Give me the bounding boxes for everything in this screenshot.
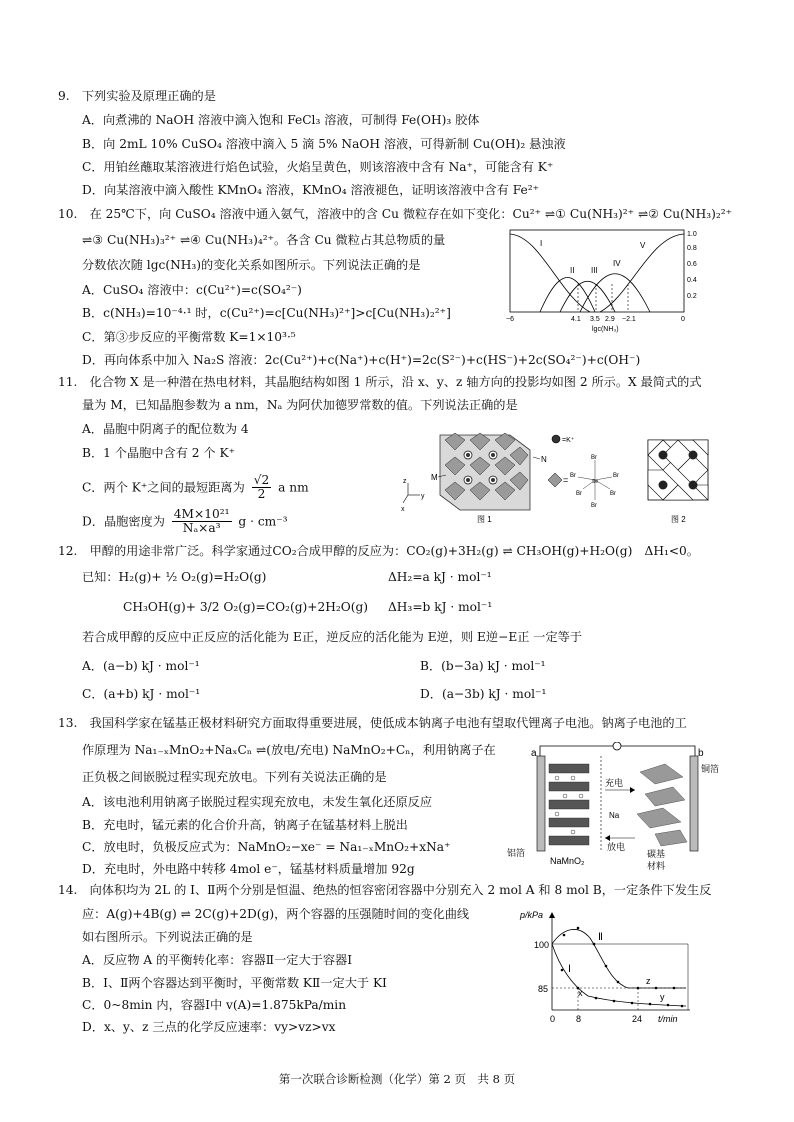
q12-option-a: A．(a−b) kJ · mol⁻¹ bbox=[82, 659, 200, 673]
axis-z-label: z bbox=[403, 478, 407, 485]
q14-stem-line1: 14. 向体积均为 2L 的 Ⅰ、Ⅱ两个分别是恒温、绝热的恒容密闭容器中分别充入 2 mol A 和 8 mol B，一定条件下发生反 bbox=[58, 883, 712, 897]
electrode-a-label: a bbox=[531, 748, 537, 759]
mno2-layers bbox=[549, 764, 589, 845]
label-iii: III bbox=[591, 266, 598, 275]
q13-option-b: B．充电时，锰元素的化合价升高，钠离子在锰基材料上脱出 bbox=[82, 818, 408, 832]
x-axis bbox=[403, 495, 408, 503]
discharge-label: 放电 bbox=[607, 842, 626, 852]
br-label: Br bbox=[570, 473, 576, 479]
q13-stem-line1: 13. 我国科学家在锰基正极材料研究方面取得重要进展，使低成本钠离子电池有望取代锂离子电池。钠离子电池的工 bbox=[58, 716, 687, 730]
q14-stem-line3: 如右图所示。下列说法正确的是 bbox=[82, 930, 253, 944]
curve-iv bbox=[580, 274, 650, 312]
q14-pressure-chart bbox=[518, 908, 698, 1033]
q12-option-d: D．(a−3b) kJ · mol⁻¹ bbox=[420, 687, 547, 701]
x-tick: 0 bbox=[681, 316, 685, 323]
point-x-label: x bbox=[578, 988, 583, 998]
page-footer: 第一次联合诊断检测（化学）第 2 页 共 8 页 bbox=[278, 1072, 516, 1086]
x-tick: 3.5 bbox=[590, 316, 600, 323]
x-tick-24: 24 bbox=[632, 1014, 643, 1024]
q14-stem-line2: 应：A(g)+4B(g) ⇌ 2C(g)+2D(g)，两个容器的压强随时间的变化曲线 bbox=[82, 907, 470, 921]
x-tick: −2.1 bbox=[622, 316, 636, 323]
series-label-i: Ⅰ bbox=[568, 964, 571, 975]
y-tick: 0.8 bbox=[687, 245, 697, 252]
carbon-flakes bbox=[637, 764, 687, 846]
q12-eq1: 已知：H₂(g)+ ½ O₂(g)=H₂O(g) bbox=[82, 570, 267, 584]
x-tick-0: 0 bbox=[550, 1014, 556, 1024]
y-tick-100: 100 bbox=[534, 940, 550, 950]
y-tick: 0.4 bbox=[687, 277, 697, 284]
q10-option-a: A．CuSO₄ 溶液中：c(Cu²⁺)=c(SO₄²⁻) bbox=[82, 283, 302, 297]
br-label: Br bbox=[591, 455, 597, 461]
q14-option-d: D．x、y、z 三点的化学反应速率：vy>vz>vx bbox=[82, 1020, 336, 1034]
q11-stem-line1: 11. 化合物 X 是一种潜在热电材料，其晶胞结构如图 1 所示，沿 x、y、z 轴方向的投影均如图 2 所示。X 最简式的式 bbox=[58, 375, 702, 389]
q9-option-a: A．向煮沸的 NaOH 溶液中滴入饱和 FeCl₃ 溶液，可制得 Fe(OH)₃ 胶体 bbox=[82, 113, 480, 127]
q10-option-c: C．第③步反应的平衡常数 K=1×10³·⁵ bbox=[82, 330, 296, 344]
curve-i bbox=[552, 944, 686, 1006]
point-z-label: z bbox=[646, 976, 651, 986]
fraction-numerator: 4M×10²¹ bbox=[173, 507, 230, 521]
q10-option-b: B．c(NH₃)=10⁻⁴·¹ 时，c(Cu²⁺)=c[Cu(NH₃)²⁺]>c[Cu(NH₃)₂²⁺] bbox=[82, 306, 451, 320]
q13-option-c: C．放电时，负极反应式为：NaMnO₂−xe⁻ = Na₁₋ₓMnO₂+xNa⁺ bbox=[82, 840, 451, 854]
label-i: I bbox=[540, 239, 543, 248]
q9-stem: 9. 下列实验及原理正确的是 bbox=[58, 89, 216, 103]
point-y-label: y bbox=[660, 992, 665, 1002]
axis-x-label: x bbox=[401, 506, 405, 513]
br-label: Br bbox=[576, 491, 582, 497]
anode-label-2: 材料 bbox=[647, 861, 666, 871]
q11-option-a: A．晶胞中阴离子的配位数为 4 bbox=[82, 422, 249, 436]
fraction-denominator: Nₐ×a³ bbox=[182, 521, 221, 536]
curve-ii bbox=[552, 929, 686, 988]
na-label: Na bbox=[609, 811, 620, 820]
q11-d-prefix: D．晶胞密度为 bbox=[82, 514, 165, 529]
y-tick: 1.0 bbox=[687, 231, 697, 238]
x-axis-label: t/min bbox=[658, 1014, 678, 1024]
fig1-caption: 图 1 bbox=[477, 515, 492, 524]
q14-option-b: B．Ⅰ、Ⅱ两个容器达到平衡时，平衡常数 KⅡ一定大于 KⅠ bbox=[82, 976, 387, 990]
q11-stem-line2: 量为 M，已知晶胞参数为 a nm，Nₐ 为阿伏加德罗常数的值。下列说法正确的是 bbox=[82, 398, 518, 412]
q14-option-c: C．0~8min 内，容器Ⅰ中 v(A)=1.875kPa/min bbox=[82, 998, 347, 1012]
q11-d-fraction bbox=[172, 508, 232, 536]
label-m: M bbox=[431, 473, 438, 482]
se-label: Se bbox=[592, 479, 599, 485]
fraction-denominator: 2 bbox=[257, 487, 266, 502]
al-foil bbox=[537, 756, 545, 851]
q11-option-c bbox=[82, 474, 309, 502]
label-iv: IV bbox=[613, 259, 621, 268]
x-tick: −6 bbox=[506, 316, 514, 323]
y-tick: 0.2 bbox=[687, 293, 697, 300]
cu-foil-label: 铜箔 bbox=[701, 764, 720, 774]
q9-option-d: D．向某溶液中滴入酸性 KMnO₄ 溶液，KMnO₄ 溶液褪色，证明该溶液中含有 Fe²⁺ bbox=[82, 183, 540, 197]
q12-eq2: CH₃OH(g)+ 3/2 O₂(g)=CO₂(g)+2H₂O(g) bbox=[123, 600, 369, 614]
charge-label: 充电 bbox=[605, 778, 624, 788]
crystal-cell-fig1 bbox=[438, 433, 540, 510]
br-label: Br bbox=[610, 491, 616, 497]
br-label: Br bbox=[613, 473, 619, 479]
y-tick: 0.6 bbox=[687, 261, 697, 268]
electrode-b-label: b bbox=[698, 748, 704, 759]
label-ii: II bbox=[570, 266, 575, 275]
q13-battery-figure bbox=[505, 742, 730, 872]
q13-option-d: D．充电时，外电路中转移 4mol e⁻，锰基材料质量增加 92g bbox=[82, 862, 415, 876]
q11-c-prefix: C．两个 K⁺之间的最短距离为 bbox=[82, 480, 245, 495]
q11-d-suffix: g · cm⁻³ bbox=[238, 514, 288, 529]
q11-option-b: B．1 个晶胞中含有 2 个 K⁺ bbox=[82, 446, 235, 460]
q13-stem-line3: 正负极之间嵌脱过程实现充放电。下列有关说法正确的是 bbox=[82, 770, 387, 784]
series-label-ii: Ⅱ bbox=[598, 932, 603, 943]
fig2-caption: 图 2 bbox=[671, 515, 686, 524]
svg-text:=: = bbox=[563, 475, 569, 485]
q11-c-suffix: a nm bbox=[278, 480, 309, 495]
q10-distribution-chart bbox=[500, 226, 710, 338]
k-ion-legend-icon bbox=[552, 435, 560, 443]
al-foil-label: 铝箔 bbox=[507, 848, 526, 858]
q10-option-d: D．再向体系中加入 Na₂S 溶液：2c(Cu²⁺)+c(Na⁺)+c(H⁺)=2c(S²⁻)+c(HS⁻)+2c(SO₄²⁻)+c(OH⁻) bbox=[82, 353, 641, 367]
q9-option-c: C．用铂丝蘸取某溶液进行焰色试验，火焰呈黄色，则该溶液中含有 Na⁺，可能含有 K⁺ bbox=[82, 160, 554, 174]
q11-option-d bbox=[82, 508, 288, 536]
y-axis-label: p/kPa bbox=[520, 910, 544, 920]
anode-label-1: 碳基 bbox=[647, 849, 666, 859]
curve-ii bbox=[540, 278, 595, 313]
cathode-label: NaMnO₂ bbox=[550, 856, 585, 866]
q12-stem-line1: 12. 甲醇的用途非常广泛。科学家通过CO₂合成甲醇的反应为：CO₂(g)+3H₂(g) ⇌ CH₃OH(g)+H₂O(g) ΔH₁<0。 bbox=[58, 544, 699, 558]
x-tick-8: 8 bbox=[576, 1014, 582, 1024]
q11-crystal-figures bbox=[400, 425, 730, 530]
y-tick-85: 85 bbox=[538, 984, 549, 994]
q9-option-b: B．向 2mL 10% CuSO₄ 溶液中滴入 5 滴 5% NaOH 溶液，可得新制 Cu(OH)₂ 悬浊液 bbox=[82, 137, 566, 151]
q13-stem-line2: 作原理为 Na₁₋ₓMnO₂+NaₓCₙ ⇌(放电/充电) NaMnO₂+Cₙ，利用钠离子在 bbox=[82, 743, 496, 757]
q10-stem-line1: 10. 在 25℃下，向 CuSO₄ 溶液中通入氨气，溶液中的含 Cu 微粒存在如下变化：Cu²⁺ ⇌① Cu(NH₃)²⁺ ⇌② Cu(NH₃)₂²⁺ bbox=[58, 207, 733, 221]
cu-foil bbox=[690, 756, 698, 851]
q10-stem-line3: 分数依次随 lgc(NH₃)的变化关系如图所示。下列说法正确的是 bbox=[82, 258, 421, 272]
q13-option-a: A．该电池利用钠离子嵌脱过程实现充放电，未发生氧化还原反应 bbox=[82, 795, 433, 809]
label-n: N bbox=[541, 455, 547, 464]
x-tick: 2.9 bbox=[605, 316, 615, 323]
projection-fig2 bbox=[648, 440, 708, 500]
q12-option-c: C．(a+b) kJ · mol⁻¹ bbox=[82, 687, 201, 701]
sebr6-structure bbox=[570, 455, 619, 509]
q14-option-a: A．反应物 A 的平衡转化率：容器Ⅱ一定大于容器Ⅰ bbox=[82, 953, 353, 967]
q12-option-b: B．(b−3a) kJ · mol⁻¹ bbox=[420, 659, 546, 673]
axis-y-label: y bbox=[421, 493, 425, 500]
fraction-numerator: √2 bbox=[253, 473, 270, 487]
label-v: V bbox=[640, 241, 646, 250]
q12-eq2-dh: ΔH₃=b kJ · mol⁻¹ bbox=[388, 600, 493, 614]
q12-stem-line4: 若合成甲醇的反应中正反应的活化能为 E正，逆反应的活化能为 E逆，则 E逆−E正 一定等于 bbox=[82, 630, 583, 644]
load-icon bbox=[613, 742, 621, 750]
q12-eq1-dh: ΔH₂=a kJ · mol⁻¹ bbox=[388, 570, 492, 584]
x-tick: 4.1 bbox=[571, 316, 581, 323]
octahedron-legend-icon bbox=[548, 473, 562, 487]
q10-stem-line2: ⇌③ Cu(NH₃)₃²⁺ ⇌④ Cu(NH₃)₄²⁺。各含 Cu 微粒占其总物质的量 bbox=[82, 233, 446, 247]
x-axis-label: lgc(NH₃) bbox=[592, 326, 619, 333]
q11-c-fraction bbox=[252, 474, 272, 502]
legend-k: =K⁺ bbox=[562, 437, 575, 444]
br-label: Br bbox=[591, 503, 597, 509]
